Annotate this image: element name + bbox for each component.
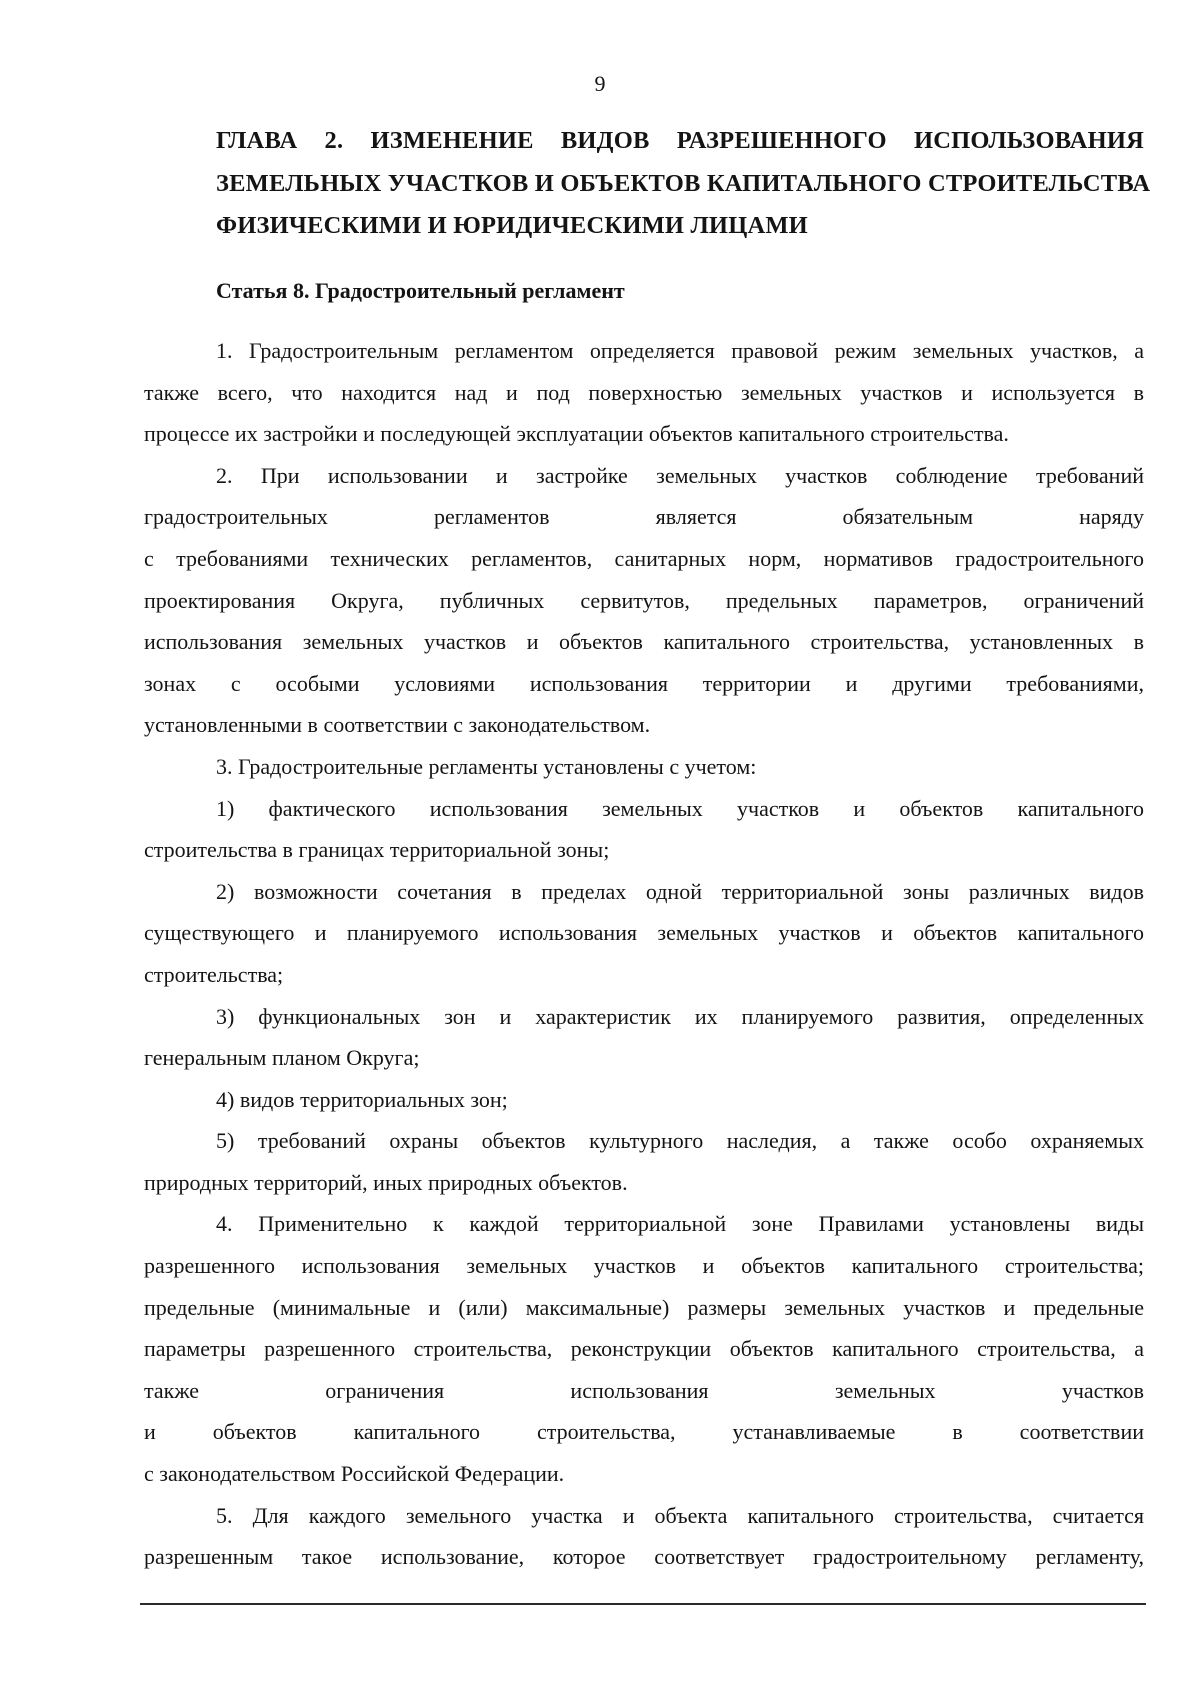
article-body — [144, 330, 1144, 1578]
paragraph-line: и объектов капитального строительства, устанавливаемые в соответствии — [144, 1419, 1144, 1445]
paragraph-line: использования земельных участков и объектов капитального строительства, установленных в — [144, 629, 1144, 655]
chapter-title-line: ГЛАВА 2. ИЗМЕНЕНИЕ ВИДОВ РАЗРЕШЕННОГО ИСПОЛЬЗОВАНИЯ — [216, 127, 1144, 154]
paragraph — [144, 871, 1144, 996]
paragraph-line: 4. Применительно к каждой территориальной зоне Правилами установлены виды — [216, 1211, 1144, 1237]
paragraph-line: проектирования Округа, публичных сервитутов, предельных параметров, ограничений — [144, 587, 1144, 613]
paragraph — [144, 330, 1144, 455]
paragraph-line: разрешенного использования земельных участков и объектов капитального строительства; — [144, 1253, 1144, 1279]
chapter-title — [216, 120, 1151, 248]
paragraph-line: также всего, что находится над и под поверхностью земельных участков и используется в — [144, 379, 1144, 405]
paragraph-line: 5. Для каждого земельного участка и объекта капитального строительства, считается — [216, 1502, 1144, 1528]
chapter-title-line: ЗЕМЕЛЬНЫХ УЧАСТКОВ И ОБЪЕКТОВ КАПИТАЛЬНОГО СТРОИТЕЛЬСТВА — [216, 169, 1151, 197]
paragraph — [144, 1079, 1144, 1121]
paragraph-line: предельные (минимальные и (или) максимальные) размеры земельных участков и предельные — [144, 1294, 1144, 1320]
paragraph-line: с требованиями технических регламентов, санитарных норм, нормативов градостроительного — [144, 545, 1144, 571]
paragraph-line: 5) требований охраны объектов культурного наследия, а также особо охраняемых — [216, 1128, 1144, 1154]
paragraph-line: строительства; — [144, 961, 284, 987]
paragraph-line: установленными в соответствии с законодательством. — [144, 712, 651, 738]
paragraph-line: параметры разрешенного строительства, реконструкции объектов капитального строительства, а — [144, 1336, 1144, 1362]
paragraph-line: 1. Градостроительным регламентом определяется правовой режим земельных участков, а — [216, 338, 1144, 363]
footer-divider — [140, 1603, 1146, 1605]
paragraph-line: процессе их застройки и последующей эксплуатации объектов капитального строительства. — [144, 421, 1009, 447]
paragraph-line: с законодательством Российской Федерации. — [144, 1461, 565, 1487]
paragraph-line: зонах с особыми условиями использования территории и другими требованиями, — [144, 670, 1144, 696]
chapter-title-line: ФИЗИЧЕСКИМИ И ЮРИДИЧЕСКИМИ ЛИЦАМИ — [216, 212, 808, 239]
paragraph-line: градостроительных регламентов является обязательным наряду — [144, 504, 1144, 530]
paragraph — [144, 746, 1144, 788]
paragraph-line: существующего и планируемого использования земельных участков и объектов капитального — [144, 920, 1144, 946]
page-number: 9 — [594, 71, 606, 96]
paragraph-line: строительства в границах территориальной зоны; — [144, 837, 610, 863]
paragraph — [144, 455, 1144, 746]
paragraph-line: 2) возможности сочетания в пределах одной территориальной зоны различных видов — [216, 878, 1144, 904]
article-title: Статья 8. Градостроительный регламент — [216, 278, 625, 303]
paragraph — [144, 788, 1144, 871]
paragraph-line: 1) фактического использования земельных участков и объектов капитального — [216, 795, 1144, 821]
paragraph — [144, 996, 1144, 1079]
paragraph-line: генеральным планом Округа; — [144, 1045, 420, 1071]
paragraph-line: также ограничения использования земельных участков — [144, 1377, 1144, 1403]
paragraph-line: природных территорий, иных природных объектов. — [144, 1169, 628, 1195]
paragraph-line: 3. Градостроительные регламенты установлены с учетом: — [216, 753, 757, 779]
paragraph-line: 2. При использовании и застройке земельных участков соблюдение требований — [216, 462, 1144, 488]
paragraph — [144, 1120, 1144, 1203]
paragraph-line: 3) функциональных зон и характеристик их планируемого развития, определенных — [216, 1003, 1144, 1029]
paragraph — [144, 1495, 1144, 1578]
paragraph — [144, 1203, 1144, 1494]
paragraph-line: разрешенным такое использование, которое соответствует градостроительному регламенту, — [144, 1544, 1144, 1570]
paragraph-line: 4) видов территориальных зон; — [216, 1086, 508, 1112]
